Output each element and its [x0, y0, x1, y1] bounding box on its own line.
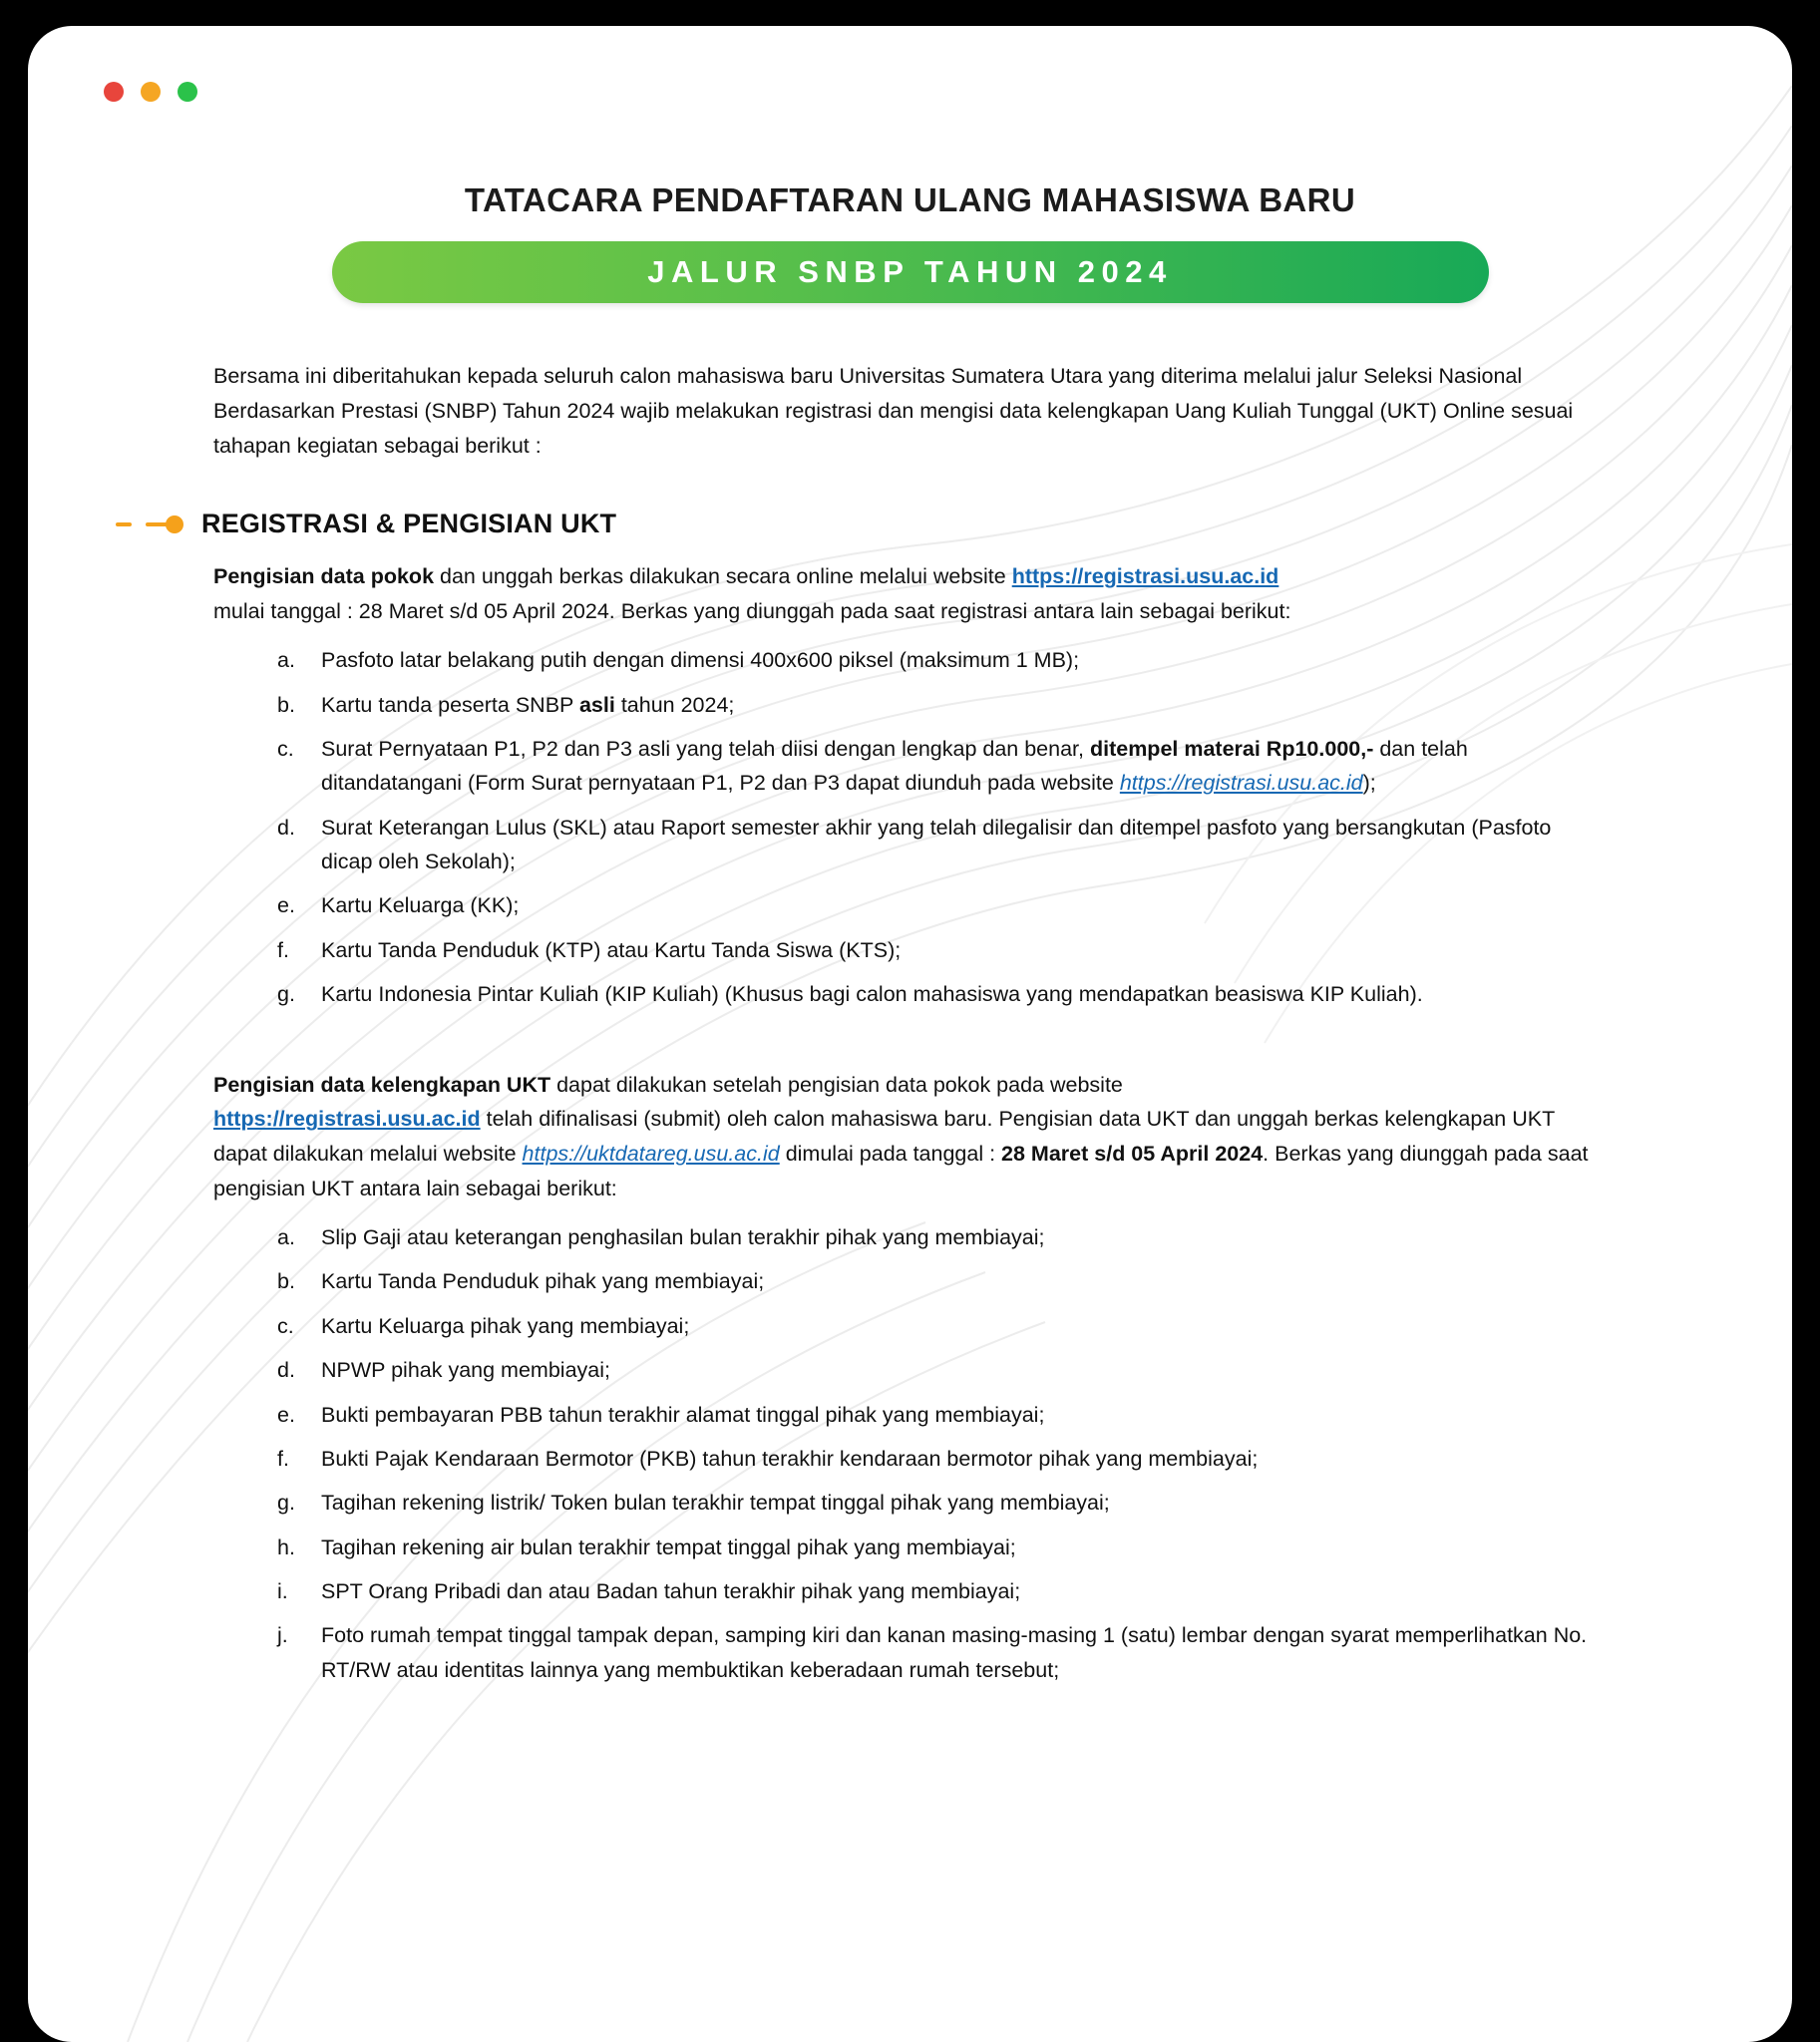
link-uktdatareg-usu[interactable]: https://uktdatareg.usu.ac.id [522, 1142, 780, 1167]
list-marker: e. [277, 893, 295, 918]
list-berkas-ukt [277, 1220, 1607, 1687]
page-title: TATACARA PENDAFTARAN ULANG MAHASISWA BARU [464, 181, 1356, 218]
intro-paragraph: Bersama ini diberitahukan kepada seluruh calon mahasiswa baru Universitas Sumatera Utara yang diterima melalui jalur Seleksi Nasional Berdasarkan Prestasi (SNBP) Tahun 2024 wajib melakukan registrasi dan mengisi data kelengkapan Uang Kuliah Tunggal (UKT) Online sesuai tahapan kegiatan sebagai berikut : [213, 364, 1574, 458]
list-text: Surat Pernyataan P1, P2 dan P3 asli yang telah diisi dengan lengkap dan benar, ditempel materai Rp10.000,- dan telah ditandatangani (Form Surat pernyataan P1, P2 dan P3 dapat diunduh pada website https://registrasi.usu.ac.id); [321, 736, 1468, 796]
list-text: Kartu Tanda Penduduk (KTP) atau Kartu Tanda Siswa (KTS); [321, 937, 902, 962]
pengisian-ukt-text2: telah difinalisasi (submit) oleh calon mahasiswa baru. Pengisian data UKT dan unggah berkas kelengkapan UKT dapat dilakukan melalui website [213, 1107, 1555, 1167]
list-item [277, 1309, 1607, 1343]
list-item [277, 1442, 1607, 1476]
list-item [277, 1486, 1607, 1520]
list-item [277, 888, 1607, 922]
list-text: Bukti Pajak Kendaraan Bermotor (PKB) tahun terakhir kendaraan bermotor pihak yang membiayai; [321, 1446, 1259, 1471]
list-marker: b. [277, 692, 295, 717]
dash-icon [116, 522, 132, 526]
list-item [277, 1574, 1607, 1608]
section-heading-registrasi [116, 509, 1792, 539]
list-item [277, 1353, 1607, 1387]
pengisian-ukt-text4: . Berkas yang diunggah pada saat pengisian UKT antara lain sebagai berikut: [213, 1142, 1589, 1201]
minimize-icon[interactable] [141, 82, 161, 102]
list-item [277, 1398, 1607, 1432]
pengisian-ukt-text3: dimulai pada tanggal : [779, 1142, 1002, 1167]
list-marker: f. [277, 937, 289, 962]
list-text: Kartu Keluarga pihak yang membiayai; [321, 1313, 690, 1338]
document-window [28, 26, 1792, 2042]
ribbon-banner [332, 241, 1489, 303]
list-marker: i. [277, 1579, 288, 1604]
list-item [277, 643, 1607, 677]
list-marker: j. [277, 1623, 288, 1648]
list-text: Tagihan rekening air bulan terakhir tempat tinggal pihak yang membiayai; [321, 1534, 1016, 1559]
close-icon[interactable] [104, 82, 124, 102]
list-text: NPWP pihak yang membiayai; [321, 1358, 610, 1383]
list-text: Kartu Keluarga (KK); [321, 893, 520, 918]
list-item [277, 1618, 1607, 1687]
window-traffic-lights [104, 82, 197, 102]
maximize-icon[interactable] [178, 82, 197, 102]
link-registrasi-usu-inline[interactable]: https://registrasi.usu.ac.id [1119, 771, 1363, 796]
section-title-text: REGISTRASI & PENGISIAN UKT [201, 509, 617, 539]
list-text: Foto rumah tempat tinggal tampak depan, samping kiri dan kanan masing-masing 1 (satu) lembar dengan syarat memperlihatkan No. RT/RW atau identitas lainnya yang membuktikan keberadaan rumah tersebut; [321, 1623, 1588, 1682]
pengisian-ukt-label: Pengisian data kelengkapan UKT [213, 1072, 551, 1097]
pengisian-ukt-text1: dapat dilakukan setelah pengisian data pokok pada website [550, 1072, 1123, 1097]
list-item [277, 1531, 1607, 1564]
list-item [277, 688, 1607, 722]
list-marker: b. [277, 1269, 295, 1294]
list-text: Tagihan rekening listrik/ Token bulan terakhir tempat tinggal pihak yang membiayai; [321, 1491, 1110, 1516]
list-marker: e. [277, 1402, 295, 1427]
list-text: Kartu Tanda Penduduk pihak yang membiayai; [321, 1269, 765, 1294]
list-item [277, 732, 1607, 801]
list-marker: d. [277, 815, 295, 840]
list-marker: g. [277, 1491, 295, 1516]
paragraph-pengisian-data-pokok [213, 559, 1607, 629]
list-text: Pasfoto latar belakang putih dengan dimensi 400x600 piksel (maksimum 1 MB); [321, 648, 1080, 673]
document-content [28, 26, 1792, 1697]
ribbon-banner-wrap [28, 241, 1792, 303]
list-berkas-registrasi [277, 643, 1607, 1012]
list-marker: c. [277, 736, 294, 761]
list-marker: a. [277, 648, 295, 673]
pengisian-ukt-date: 28 Maret s/d 05 April 2024 [1001, 1142, 1264, 1167]
pengisian-data-pokok-text: dan unggah berkas dilakukan secara online melalui website [434, 564, 1012, 589]
link-registrasi-usu-2[interactable]: https://registrasi.usu.ac.id [213, 1107, 481, 1132]
list-text: SPT Orang Pribadi dan atau Badan tahun terakhir pihak yang membiayai; [321, 1579, 1021, 1604]
list-marker: d. [277, 1358, 295, 1383]
list-marker: h. [277, 1534, 295, 1559]
pengisian-data-pokok-label: Pengisian data pokok [213, 564, 435, 589]
ribbon-label: JALUR SNBP TAHUN 2024 [647, 254, 1173, 289]
list-marker: c. [277, 1313, 294, 1338]
paragraph-pengisian-data-kelengkapan [213, 1068, 1607, 1206]
link-registrasi-usu[interactable]: https://registrasi.usu.ac.id [1011, 564, 1279, 589]
list-item [277, 1264, 1607, 1298]
list-text: Bukti pembayaran PBB tahun terakhir alamat tinggal pihak yang membiayai; [321, 1402, 1045, 1427]
list-text: Slip Gaji atau keterangan penghasilan bulan terakhir pihak yang membiayai; [321, 1224, 1045, 1249]
list-text: Kartu Indonesia Pintar Kuliah (KIP Kuliah) (Khusus bagi calon mahasiswa yang mendapatkan beasiswa KIP Kuliah). [321, 982, 1423, 1007]
list-text: Surat Keterangan Lulus (SKL) atau Raport semester akhir yang telah dilegalisir dan ditempel pasfoto yang bersangkutan (Pasfoto dicap oleh Sekolah); [321, 815, 1552, 874]
list-item [277, 1220, 1607, 1254]
pengisian-data-pokok-text2: mulai tanggal : 28 Maret s/d 05 April 2024. Berkas yang diunggah pada saat registrasi antara lain sebagai berikut: [213, 599, 1291, 624]
list-text: Kartu tanda peserta SNBP asli tahun 2024; [321, 692, 735, 717]
list-item [277, 977, 1607, 1011]
list-marker: f. [277, 1446, 289, 1471]
list-item [277, 933, 1607, 967]
list-item [277, 811, 1607, 879]
pin-bullet-icon [146, 515, 183, 533]
list-marker: a. [277, 1224, 295, 1249]
list-marker: g. [277, 982, 295, 1007]
